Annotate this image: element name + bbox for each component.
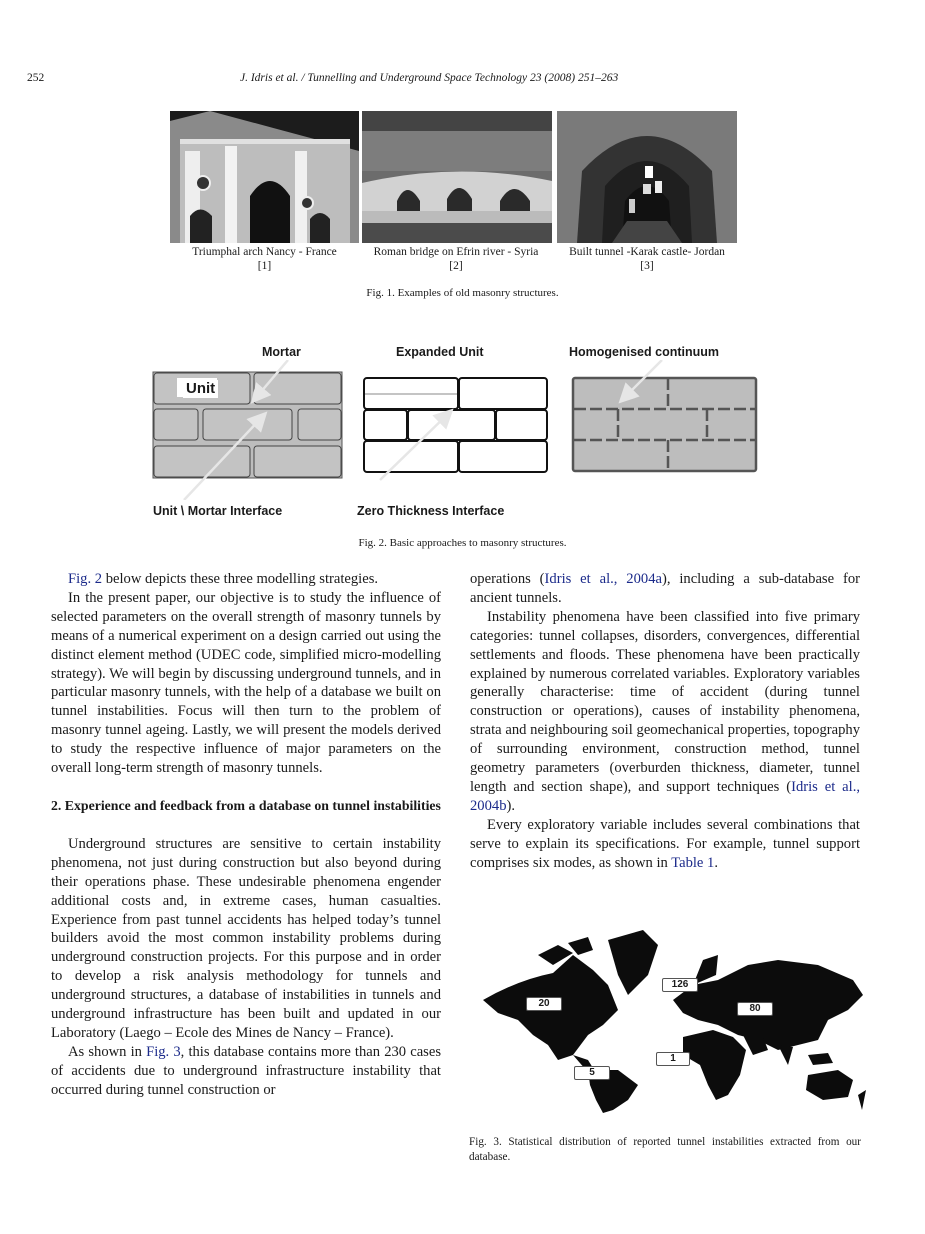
figure-2-caption: Fig. 2. Basic approaches to masonry structures. [358,537,567,549]
label-zero-thickness-interface: Zero Thickness Interface [357,504,505,518]
world-map [478,925,868,1115]
label-homogenised-continuum: Homogenised continuum [569,345,719,359]
label-expanded-unit: Expanded Unit [396,345,484,359]
photo-caption-1 [170,245,359,273]
caption-text: Built tunnel -Karak castle- Jordan [569,246,725,258]
map-label-africa: 1 [656,1052,690,1066]
photo-triumphal-arch [170,111,359,243]
diagram-detailed-micro-model [153,360,342,500]
caption-text: Triumphal arch Nancy - France [192,246,337,258]
photo-karak-tunnel [557,111,737,243]
paragraph [470,570,860,608]
paragraph-text: As shown in [68,1043,147,1060]
map-label-asia: 80 [737,1002,773,1016]
label-mortar: Mortar [262,345,301,359]
paragraph-text: , this database contains more than 230 cases of accidents due to underground infrastructure instability that occurred during tunnel construction or [51,1043,442,1098]
fig2-link[interactable]: Fig. 2 [68,571,103,587]
citation-link[interactable]: Idris et al., 2004a [544,571,662,587]
paragraph-text: operations ( [470,571,545,587]
map-label-south-america: 5 [574,1066,610,1080]
paragraph-text: Every exploratory variable includes several combinations that serve to explain its specifications. For example, tunnel support comprises six modes, as shown in [470,816,860,871]
page-number: 252 [27,72,45,84]
paragraph-text: . [714,854,719,871]
paragraph [470,608,860,816]
paragraph: In the present paper, our objective is to study the influence of selected parameters on the overall strength of masonry tunnels by means of a numerical experiment on a design carried out using the distinct element method (UDEC code, simplified micro-modelling strategy). We will begin by discussing underground tunnels, and in particular masonry tunnels, with the help of a database we built on tunnel instabilities. Focus will then turn to the problem of masonry tunnel ageing. Lastly, we will present the models derived to study the respective influence of major parameters on the overall long-term strength of masonry tunnels. [51,589,441,777]
figure-1-caption: Fig. 1. Examples of old masonry structures. [366,287,559,299]
paragraph-text: ), including a sub-database for ancient tunnels. [470,571,860,606]
label-unit-mortar-interface: Unit \ Mortar Interface [153,504,283,518]
map-label-north-america: 20 [526,997,562,1011]
fig3-link[interactable]: Fig. 3 [146,1043,181,1060]
paragraph: Underground structures are sensitive to certain instability phenomena, not just during construction but also beyond during their operations phase. These undesirable phenomena engender additional costs and, in extreme cases, human casualties. Experience from past tunnel accidents has helped today’s tunnel builders avoid the most common instability problems during underground construction projects. For this purpose and in order to develop a risk analysis methodology for tunnels and underground structures, a database of instabilities in tunnels and underground infrastructure has been built and updated in our Laboratory (Laego – Ecole des Mines de Nancy – France). [51,835,441,1041]
right-column [470,570,860,873]
caption-ref: [3] [640,260,654,272]
paragraph-text: ). [506,797,515,814]
map-label-europe: 126 [662,978,698,992]
masonry-diagrams [140,360,780,500]
figure-3-caption: Fig. 3. Statistical distribution of reported tunnel instabilities extracted from our database. [469,1136,861,1163]
photo-caption-3 [554,245,740,273]
paragraph-text: below depicts these three modelling strategies. [102,571,379,587]
paragraph [470,816,860,873]
label-unit: Unit [183,380,218,398]
section-heading: 2. Experience and feedback from a database on tunnel instabilities [51,797,441,813]
paragraph-text: Instability phenomena have been classified into five primary categories: tunnel collapses, disorders, convergences, differential settlements and floods. These phenomena have been practically explained by numerous correlated variables. Exploratory variables generally characterise: time of accident (during tunnel construction or operations), causes of instability phenomena, strata and neighbouring soil geomechanical properties, topography of surrounding environment, construction method, tunnel geometry parameters (overburden thickness, diameter, tunnel length and section shape), and support techniques ( [470,608,860,795]
diagram-expanded-unit [364,378,547,480]
paragraph [51,570,441,589]
diagram-homogenised-continuum [573,360,756,471]
caption-text: Roman bridge on Efrin river - Syria [373,246,539,258]
photo-roman-bridge [362,111,552,243]
journal-citation: J. Idris et al. / Tunnelling and Underground Space Technology 23 (2008) 251–263 [240,72,619,84]
table1-link[interactable]: Table 1 [671,854,715,871]
left-column [51,570,441,1100]
caption-ref: [1] [257,260,272,272]
photo-caption-2 [358,245,554,273]
citation-link[interactable]: Idris et al., 2004b [470,778,860,814]
paragraph [51,1043,441,1100]
caption-ref: [2] [449,260,463,272]
